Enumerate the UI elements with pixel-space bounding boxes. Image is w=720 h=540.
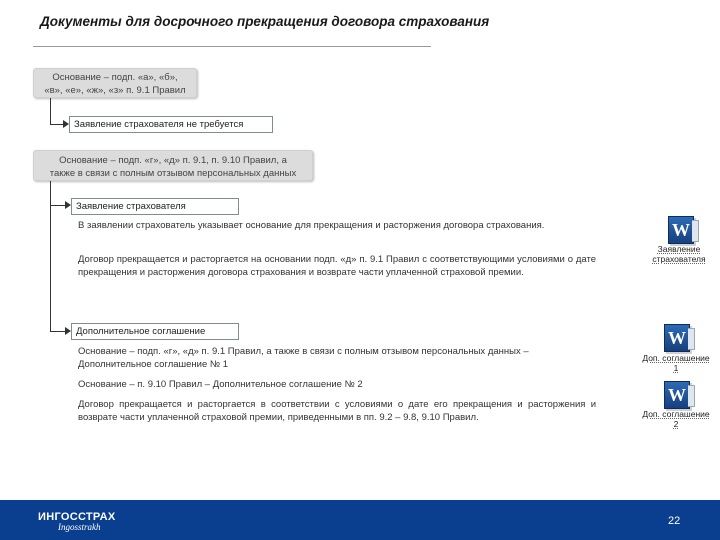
agreement-text-1: Основание – подп. «г», «д» п. 9.1 Правил, а также в связи с полным отзывом персональных данных – Дополнительное соглашение № 1 xyxy=(78,346,529,370)
company-logo: ИНГОССТРАХ xyxy=(38,511,116,523)
caption-line: Доп. соглашение xyxy=(642,409,710,419)
page-number: 22 xyxy=(668,515,681,527)
basis-box-1 xyxy=(33,68,197,98)
connector-line xyxy=(50,181,51,331)
application-text-1: В заявлении страхователь указывает основание для прекращения и расторжения договора страхования. xyxy=(78,220,545,231)
basis-2-line-1: Основание – подп. «г», «д» п. 9.1, п. 9.10 Правил, а xyxy=(59,155,287,166)
page-title: Документы для досрочного прекращения договора страхования xyxy=(40,14,490,29)
label-no-application: Заявление страхователя не требуется xyxy=(69,116,273,133)
caption-line: 1 xyxy=(673,363,679,373)
basis-1-line-1: Основание – подп. «а», «б», xyxy=(52,72,178,83)
caption-line: Заявление xyxy=(657,244,701,254)
word-document-icon[interactable]: W xyxy=(664,324,690,352)
word-document-icon[interactable]: W xyxy=(664,381,690,409)
label-application: Заявление страхователя xyxy=(71,198,239,215)
connector-line xyxy=(50,124,64,125)
icon-caption-application[interactable] xyxy=(646,244,712,264)
agreement-text-2: Основание – п. 9.10 Правил – Дополнительное соглашение № 2 xyxy=(78,379,363,390)
title-divider xyxy=(33,46,431,47)
caption-line: Доп. соглашение xyxy=(642,353,710,363)
caption-line: 2 xyxy=(673,419,679,429)
application-text-2: Договор прекращается и расторгается на основании подп. «д» п. 9.1 Правил с соответствующими условиями о дате прекращения и расторжения договора страхования и возврате части уплаченной страховой премии. xyxy=(78,254,596,278)
company-logo-script: Ingosstrakh xyxy=(58,522,101,532)
basis-box-2 xyxy=(33,150,313,181)
basis-1-line-2: «в», «е», «ж», «з» п. 9.1 Правил xyxy=(44,85,186,96)
connector-line xyxy=(50,331,66,332)
word-document-icon[interactable]: W xyxy=(668,216,694,244)
label-supplementary-agreement: Дополнительное соглашение xyxy=(71,323,239,340)
icon-caption-agreement-1[interactable] xyxy=(638,353,714,373)
connector-line xyxy=(50,98,51,124)
connector-line xyxy=(50,205,66,206)
agreement-text-3: Договор прекращается и расторгается в соответствии с условиями о дате его прекращения и расторжения и возврате части уплаченной страховой премии, приведенными в пп. 9.2 – 9.8, 9.10 Правил. xyxy=(78,399,596,423)
icon-caption-agreement-2[interactable] xyxy=(638,409,714,429)
basis-2-line-2: также в связи с полным отзывом персональных данных xyxy=(49,168,297,179)
caption-line: страхователя xyxy=(652,254,706,264)
